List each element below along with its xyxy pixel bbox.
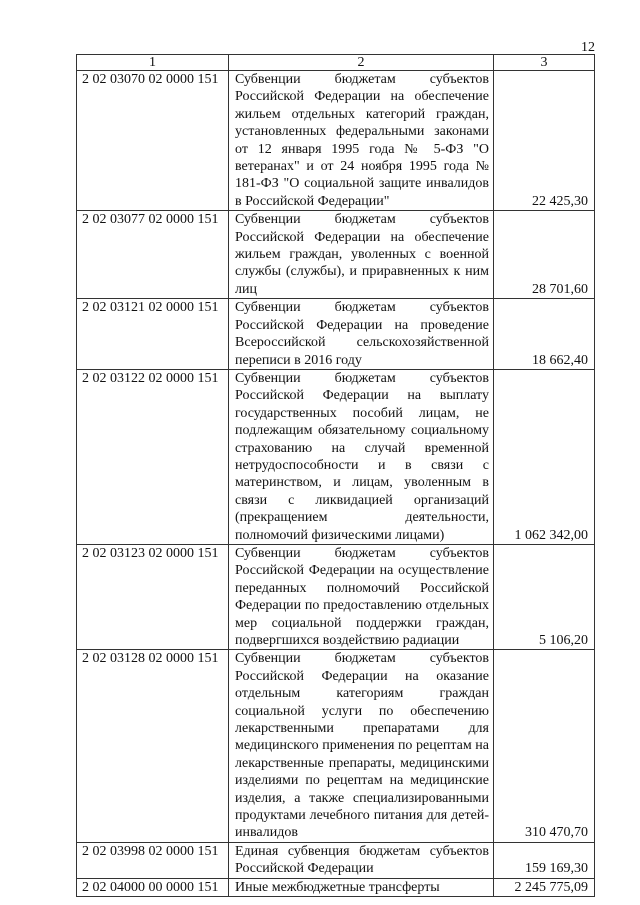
table-row (77, 842, 595, 878)
amount-cell: 18 662,40 (494, 299, 595, 370)
amount-cell: 28 701,60 (494, 211, 595, 299)
description-cell: Субвенции бюджетам субъектов Российской Федерации на обеспечение жильем граждан, уволенных с военной службы (службы), и приравненных к ним лиц (229, 211, 494, 299)
table-body (77, 71, 595, 897)
amount-cell: 22 425,30 (494, 71, 595, 211)
description-cell: Иные межбюджетные трансферты (229, 878, 494, 896)
budget-code-cell: 2 02 03122 02 0000 151 (77, 369, 229, 544)
table-row (77, 544, 595, 649)
description-cell: Субвенции бюджетам субъектов Российской Федерации на осуществление переданных полномочий Российской Федерации по предоставлению отдельных мер социальной поддержки граждан, подвергшихся воздействию радиации (229, 544, 494, 649)
table-row (77, 369, 595, 544)
budget-code-cell: 2 02 03123 02 0000 151 (77, 544, 229, 649)
budget-code-cell: 2 02 03998 02 0000 151 (77, 842, 229, 878)
description-cell: Субвенции бюджетам субъектов Российской Федерации на проведение Всероссийской сельскохозяйственной переписи в 2016 году (229, 299, 494, 370)
amount-cell: 2 245 775,09 (494, 878, 595, 896)
table-header-row (77, 55, 595, 71)
description-cell: Субвенции бюджетам субъектов Российской Федерации на выплату государственных пособий лицам, не подлежащим обязательному социальному страхованию на случай временной нетрудоспособности и в связи с материнством, и лицам, уволенным в связи с ликвидацией организаций (прекращением деятельности, полномочий физическими лицами) (229, 369, 494, 544)
budget-table (76, 54, 595, 897)
table-row (77, 211, 595, 299)
column-header: 3 (494, 55, 595, 71)
amount-cell: 5 106,20 (494, 544, 595, 649)
description-cell: Субвенции бюджетам субъектов Российской Федерации на обеспечение жильем отдельных категорий граждан, установленных федеральными законами от 12 января 1995 года № 5-ФЗ "О ветеранах" и от 24 ноября 1995 года № 181-ФЗ "О социальной защите инвалидов в Российской Федерации" (229, 71, 494, 211)
table-row (77, 878, 595, 896)
column-header: 1 (77, 55, 229, 71)
budget-code-cell: 2 02 04000 00 0000 151 (77, 878, 229, 896)
description-cell: Единая субвенция бюджетам субъектов Российской Федерации (229, 842, 494, 878)
column-header: 2 (229, 55, 494, 71)
table-row (77, 650, 595, 842)
amount-cell: 159 169,30 (494, 842, 595, 878)
budget-code-cell: 2 02 03077 02 0000 151 (77, 211, 229, 299)
table-row (77, 71, 595, 211)
budget-code-cell: 2 02 03070 02 0000 151 (77, 71, 229, 211)
amount-cell: 310 470,70 (494, 650, 595, 842)
amount-cell: 1 062 342,00 (494, 369, 595, 544)
budget-code-cell: 2 02 03121 02 0000 151 (77, 299, 229, 370)
budget-code-cell: 2 02 03128 02 0000 151 (77, 650, 229, 842)
table-row (77, 299, 595, 370)
description-cell: Субвенции бюджетам субъектов Российской Федерации на оказание отдельным категориям граждан социальной услуги по обеспечению лекарственными препаратами для медицинского применения по рецептам на лекарственные препараты, медицинскими изделиями по рецептам на медицинские изделия, а также специализированными продуктами лечебного питания для детей-инвалидов (229, 650, 494, 842)
page-number: 12 (581, 40, 595, 55)
